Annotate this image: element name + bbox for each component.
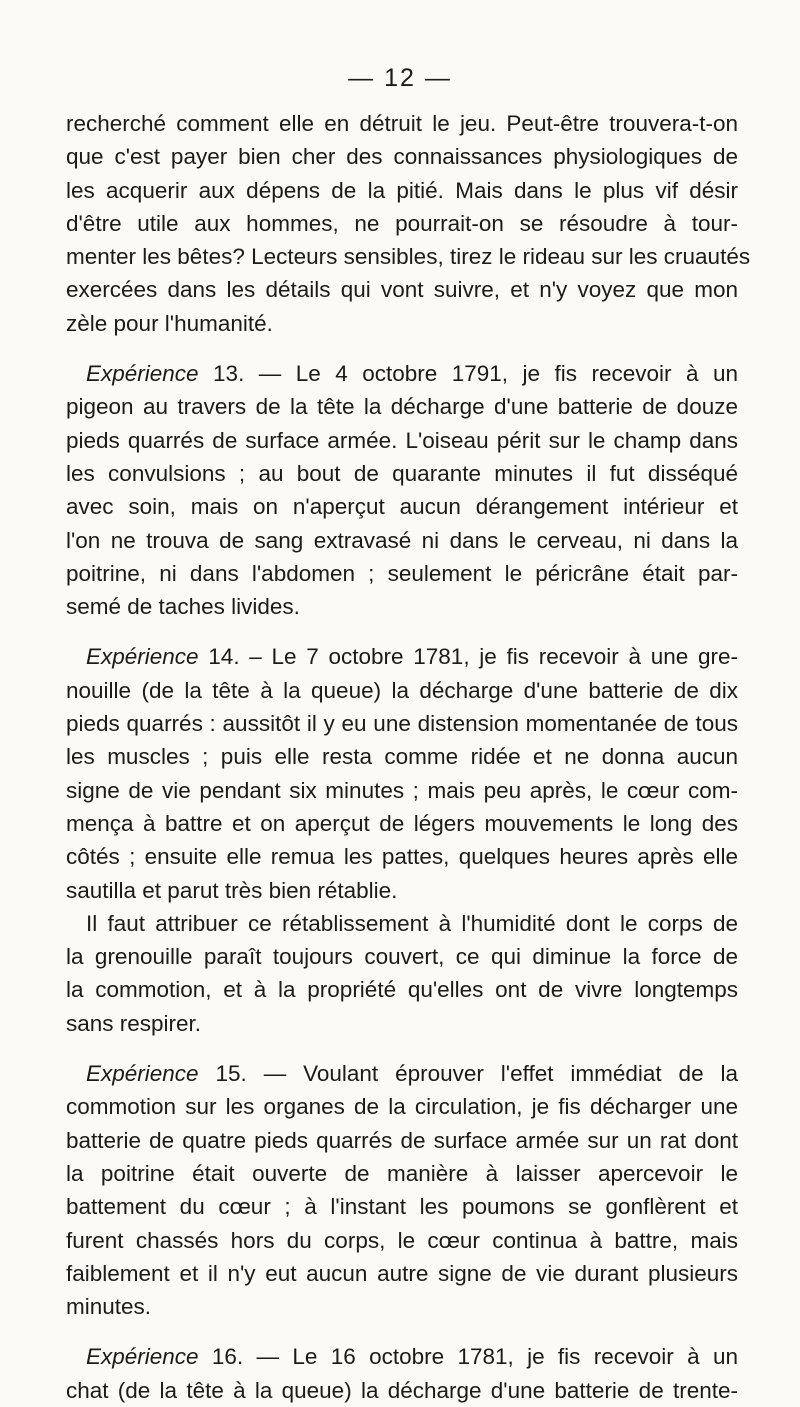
text-line: la grenouille paraît toujours couvert, ce qui diminue la force de: [66, 944, 738, 970]
text-line: zèle pour l'humanité.: [66, 310, 273, 336]
text-line: sautilla et parut très bien rétablie.: [66, 877, 398, 903]
text-line: chat (de la tête à la queue) la décharge d'une batterie de trente-: [66, 1377, 738, 1403]
text-line: batterie de quatre pieds quarrés de surface armée sur un rat dont: [66, 1127, 738, 1153]
text-line: recherché comment elle en détruit le jeu. Peut-être trouvera-t-on: [66, 111, 738, 136]
experience-heading: Expérience: [86, 1344, 199, 1370]
experience-heading: Expérience: [86, 644, 199, 670]
text-line: les acquerir aux dépens de la pitié. Mais dans le plus vif désir: [66, 177, 738, 203]
experience-heading: Expérience: [86, 361, 199, 387]
text-line-rest: 16. — Le 16 octobre 1781, je fis recevoir à un: [211, 1344, 738, 1370]
text-line: d'être utile aux hommes, ne pourrait-on se résoudre à tour-: [66, 210, 738, 236]
paragraph-commentary: [66, 907, 738, 1040]
text-line: nouille (de la tête à la queue) la décharge d'une batterie de dix: [66, 677, 738, 703]
text-line: mença à battre et on aperçut de légers mouvements le long des: [66, 810, 738, 836]
text-line: l'on ne trouva de sang extravasé ni dans le cerveau, ni dans la: [66, 527, 738, 553]
text-line: Il faut attribuer ce rétablissement à l'humidité dont le corps de: [86, 910, 738, 936]
text-line: [66, 640, 738, 673]
text-line: semé de taches livides.: [66, 594, 300, 620]
text-line: sans respirer.: [66, 1010, 202, 1036]
text-line: exercées dans les détails qui vont suivre, et n'y voyez que mon: [66, 277, 738, 303]
text-line: battement du cœur ; à l'instant les poumons se gonflèrent et: [66, 1194, 738, 1220]
text-line: les convulsions ; au bout de quarante minutes il fut disséqué: [66, 460, 738, 486]
experience-heading: Expérience: [86, 1061, 199, 1087]
text-line: la poitrine était ouverte de manière à laisser apercevoir le: [66, 1160, 738, 1186]
text-line: poitrine, ni dans l'abdomen ; seulement le péricrâne était par-: [66, 560, 738, 586]
paragraph-experience-15: [66, 1057, 738, 1323]
text-line: minutes.: [66, 1294, 152, 1320]
text-line-rest: 14. – Le 7 octobre 1781, je fis recevoir à une gre-: [208, 644, 738, 670]
paragraph-experience-13: [66, 357, 738, 623]
text-line: [66, 357, 738, 390]
text-line: [66, 1340, 738, 1373]
text-line: avec soin, mais on n'aperçut aucun dérangement intérieur et: [66, 494, 738, 520]
text-line: signe de vie pendant six minutes ; mais peu après, le cœur com-: [66, 777, 738, 803]
text-line: pigeon au travers de la tête la décharge d'une batterie de douze: [66, 394, 738, 420]
text-line-rest: 13. — Le 4 octobre 1791, je fis recevoir à un: [213, 361, 738, 387]
text-line: [66, 1057, 738, 1090]
text-line: furent chassés hors du corps, le cœur continua à battre, mais: [66, 1227, 738, 1253]
text-line: commotion sur les organes de la circulation, je fis décharger une: [66, 1094, 738, 1120]
text-line-rest: 15. — Voulant éprouver l'effet immédiat de la: [215, 1061, 738, 1087]
paragraph-experience-16: [66, 1340, 738, 1407]
page-body: [66, 107, 751, 1407]
paragraph-experience-14: [66, 640, 738, 906]
text-line: les muscles ; puis elle resta comme ridée et ne donna aucun: [66, 744, 738, 770]
text-line: la commotion, et à la propriété qu'elles ont de vivre longtemps: [66, 977, 738, 1003]
paragraph-intro: [66, 107, 751, 340]
text-line: côtés ; ensuite elle remua les pattes, quelques heures après elle: [66, 844, 738, 870]
text-line: faiblement et il n'y eut aucun autre signe de vie durant plusieurs: [66, 1260, 738, 1286]
text-line: pieds quarrés de surface armée. L'oiseau périt sur le champ dans: [66, 427, 738, 453]
text-line: que c'est payer bien cher des connaissances physiologiques de: [66, 144, 738, 170]
text-line: pieds quarrés : aussitôt il y eu une distension momentanée de tous: [66, 711, 738, 737]
text-line: menter les bêtes? Lecteurs sensibles, tirez le rideau sur les cruautés: [66, 244, 751, 270]
page-number: — 12 —: [348, 64, 452, 92]
